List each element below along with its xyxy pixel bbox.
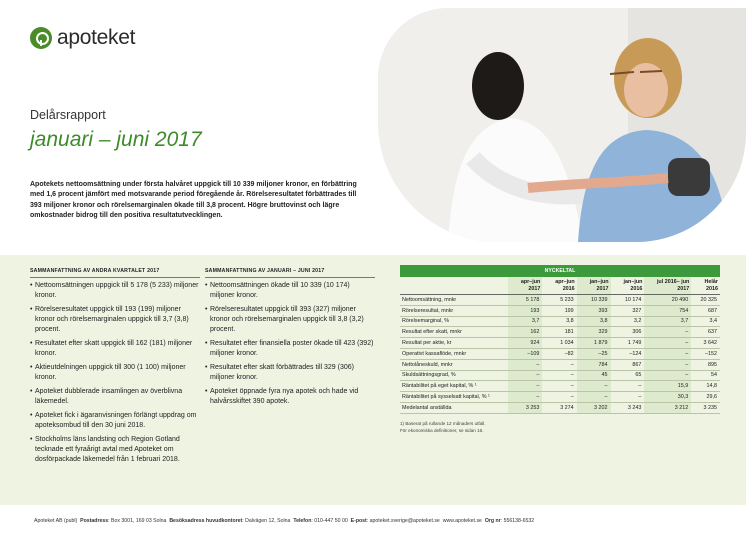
kpi-row-label: Operativt kassaflöde, mnkr [400,348,508,359]
kpi-row-label: Räntabilitet på sysselsatt kapital, % ¹ [400,392,508,403]
kpi-cell: – [644,327,691,338]
kpi-header: jan–jun 2017 [577,277,611,295]
footer-phone: 010-447 50 00 [314,518,348,524]
footer-postal-label: Postadress [80,518,109,524]
kpi-cell: 14,8 [691,381,720,392]
kpi-cell: 1 879 [577,338,611,349]
kpi-cell: 924 [508,338,542,349]
list-item: • Rörelseresultatet uppgick till 193 (199) miljoner kronor och rörelsemarginalen uppgick till 3,7 (3,8) procent. [30,305,200,335]
apoteket-logo[interactable] [30,26,135,50]
summary-h1 [205,268,375,411]
hero-photo [378,8,746,242]
kpi-cell: 20 325 [691,295,720,306]
kpi-cell: 3 253 [508,402,542,413]
kpi-row-label: Medelantal anställda [400,402,508,413]
kpi-body [400,295,720,414]
footer-visit-label: Besöksadress huvudkontoret [169,518,243,524]
apoteket-logo-icon [30,27,52,49]
kpi-header: Helår 2016 [691,277,720,295]
summary-h1-list [205,281,375,407]
kpi-cell: 5 233 [542,295,576,306]
kpi-cell: 3 243 [611,402,645,413]
kpi-cell: 3 274 [542,402,576,413]
list-item: • Resultatet efter finansiella poster ökade till 423 (392) miljoner kronor. [205,339,375,359]
kpi-cell: 754 [644,305,691,316]
kpi-cell: 30,3 [644,392,691,403]
kpi-cell: – [644,338,691,349]
kpi-cell: – [577,392,611,403]
summary-q2-title: SAMMANFATTNING AV ANDRA KVARTALET 2017 [30,268,200,278]
list-item: • Nettoomsättningen ökade till 10 339 (10 174) miljoner kronor. [205,281,375,301]
report-label: Delårsrapport [30,108,106,122]
kpi-cell: – [542,370,576,381]
kpi-cell: 10 174 [611,295,645,306]
kpi-cell: – [508,392,542,403]
kpi-cell: 199 [542,305,576,316]
kpi-cell: –25 [577,348,611,359]
kpi-cell: 162 [508,327,542,338]
kpi-cell: – [542,392,576,403]
kpi-cell: 327 [611,305,645,316]
kpi-cell: – [508,370,542,381]
table-row [400,338,720,349]
page-footer: Apoteket AB (publ) Postadress: Box 3001, 169 03 Solna Besöksadress huvudkontoret: Dalvägen 12, Solna Telefon: 010-447 50 00 E-post: apoteket.sverige@apoteket.se www.apoteket.se Org nr: 556138-6532 [34,518,535,524]
kpi-cell: 181 [542,327,576,338]
kpi-cell: 3,8 [577,316,611,327]
footer-email-link[interactable]: apoteket.sverige@apoteket.se [369,518,440,524]
list-item: • Rörelseresultatet uppgick till 393 (327) miljoner kronor och rörelsemarginalen uppgick till 3,8 (3,2) procent. [205,305,375,335]
kpi-footnote: För ekonomiska definitioner, se sidan 16. [400,427,484,433]
report-period: januari – juni 2017 [30,128,202,151]
intro-text: Apotekets nettoomsättning under första halvåret uppgick till 10 339 miljoner kronor, en förbättring med 1,6 procent jämfört med motsvarande period föregående år. Rörelseresultatet förbättrades till 393 miljoner kronor och rörelsemarginalen ökade till 3,8 procent. Högre bruttovinst och lägre omkostnader bidrog till den positiva resultatutvecklingen. [30,181,357,220]
kpi-cell: 45 [577,370,611,381]
kpi-cell: 3 642 [691,338,720,349]
kpi-cell: –124 [611,348,645,359]
list-item: • Stockholms läns landsting och Region Gotland tecknade ett fyraårigt avtal med Apoteket om dosförpackade läkemedel från 1 februari 2018. [30,435,200,465]
kpi-cell: – [644,370,691,381]
kpi-cell: 54 [691,370,720,381]
table-row [400,327,720,338]
kpi-cell: 20 490 [644,295,691,306]
kpi-title: NYCKELTAL [400,265,720,277]
kpi-cell: 393 [577,305,611,316]
kpi-cell: 329 [577,327,611,338]
kpi-cell: 29,6 [691,392,720,403]
table-row [400,305,720,316]
kpi-table [400,277,720,414]
list-item: • Apoteket öppnade fyra nya apotek och hade vid halvårsskiftet 390 apotek. [205,387,375,407]
summary-h1-title: SAMMANFATTNING AV JANUARI – JUNI 2017 [205,268,375,278]
kpi-cell: 3 235 [691,402,720,413]
kpi-cell: 687 [691,305,720,316]
table-row [400,392,720,403]
list-item: • Nettoomsättningen uppgick till 5 178 (5 233) miljoner kronor. [30,281,200,301]
kpi-cell: 3 212 [644,402,691,413]
kpi-header: jan–jun 2016 [611,277,645,295]
kpi-cell: 3,7 [508,316,542,327]
list-item: • Resultatet efter skatt uppgick till 162 (181) miljoner kronor. [30,339,200,359]
kpi-cell: – [508,359,542,370]
photo-illustration [378,8,746,242]
list-item: • Apoteket dubblerade insamlingen av överblivna läkemedel. [30,387,200,407]
kpi-cell: 3,2 [611,316,645,327]
kpi-cell: 895 [691,359,720,370]
kpi-cell: –109 [508,348,542,359]
kpi-row-label: Rörelsemarginal, % [400,316,508,327]
kpi-cell: 65 [611,370,645,381]
kpi-cell: – [542,381,576,392]
kpi-cell: – [542,359,576,370]
kpi-cell: – [611,392,645,403]
kpi-row-label: Skuldsättningsgrad, % [400,370,508,381]
kpi-cell: 784 [577,359,611,370]
table-row [400,348,720,359]
table-row [400,370,720,381]
list-item: • Aktieutdelningen uppgick till 300 (1 100) miljoner kronor. [30,363,200,383]
kpi-cell: 306 [611,327,645,338]
kpi-header: apr–jun 2017 [508,277,542,295]
kpi-cell: – [644,348,691,359]
table-row [400,402,720,413]
footer-postal: Box 3001, 169 03 Solna [111,518,167,524]
kpi-cell: 3,8 [542,316,576,327]
footer-phone-label: Telefon [293,518,312,524]
kpi-header: jul 2016– jun 2017 [644,277,691,295]
table-row [400,381,720,392]
summary-q2 [30,268,200,469]
kpi-cell: 5 178 [508,295,542,306]
footer-email-label: E-post [350,518,367,524]
kpi-cell: –152 [691,348,720,359]
kpi-cell: 3,7 [644,316,691,327]
kpi-cell: 637 [691,327,720,338]
table-row [400,359,720,370]
kpi-row-label: Resultat efter skatt, mnkr [400,327,508,338]
kpi-cell: 1 749 [611,338,645,349]
footer-visit: Dalvägen 12, Solna [245,518,291,524]
kpi-footnotes [400,420,720,434]
footer-web-link[interactable]: www.apoteket.se [442,518,482,524]
kpi-cell: 15,9 [644,381,691,392]
summary-q2-list [30,281,200,465]
kpi-row-label: Räntabilitet på eget kapital, % ¹ [400,381,508,392]
list-item: • Apoteket fick i ägaranvisningen förlängt uppdrag om apoteksombud till den 30 juni 2018. [30,411,200,431]
kpi-cell: 193 [508,305,542,316]
kpi-cell: 3 202 [577,402,611,413]
kpi-row-label: Rörelseresultat, mnkr [400,305,508,316]
kpi-footnote: 1) Baserat på rullande 12 månaders utfall. [400,420,486,426]
kpi-row-label: Nettoomsättning, mnkr [400,295,508,306]
kpi-row-label: Nettolåneskuld, mnkr [400,359,508,370]
list-item: • Resultatet efter skatt förbättrades till 329 (306) miljoner kronor. [205,363,375,383]
brand-name: apoteket [57,26,136,49]
kpi-cell: –82 [542,348,576,359]
footer-org-label: Org nr [484,518,501,524]
kpi-row-label: Resultat per aktie, kr [400,338,508,349]
table-row [400,295,720,306]
kpi-cell: 867 [611,359,645,370]
kpi-cell: – [644,359,691,370]
kpi-header-row [400,277,720,295]
kpi-cell: 3,4 [691,316,720,327]
kpi-header-label [400,277,508,295]
footer-company: Apoteket AB (publ) [34,518,78,524]
kpi-header: apr–jun 2016 [542,277,576,295]
table-row [400,316,720,327]
kpi-cell: 1 034 [542,338,576,349]
kpi-cell: – [577,381,611,392]
kpi-cell: 10 339 [577,295,611,306]
kpi-table-panel [400,265,720,434]
kpi-cell: – [508,381,542,392]
footer-org: 556138-6532 [503,518,535,524]
kpi-cell: – [611,381,645,392]
